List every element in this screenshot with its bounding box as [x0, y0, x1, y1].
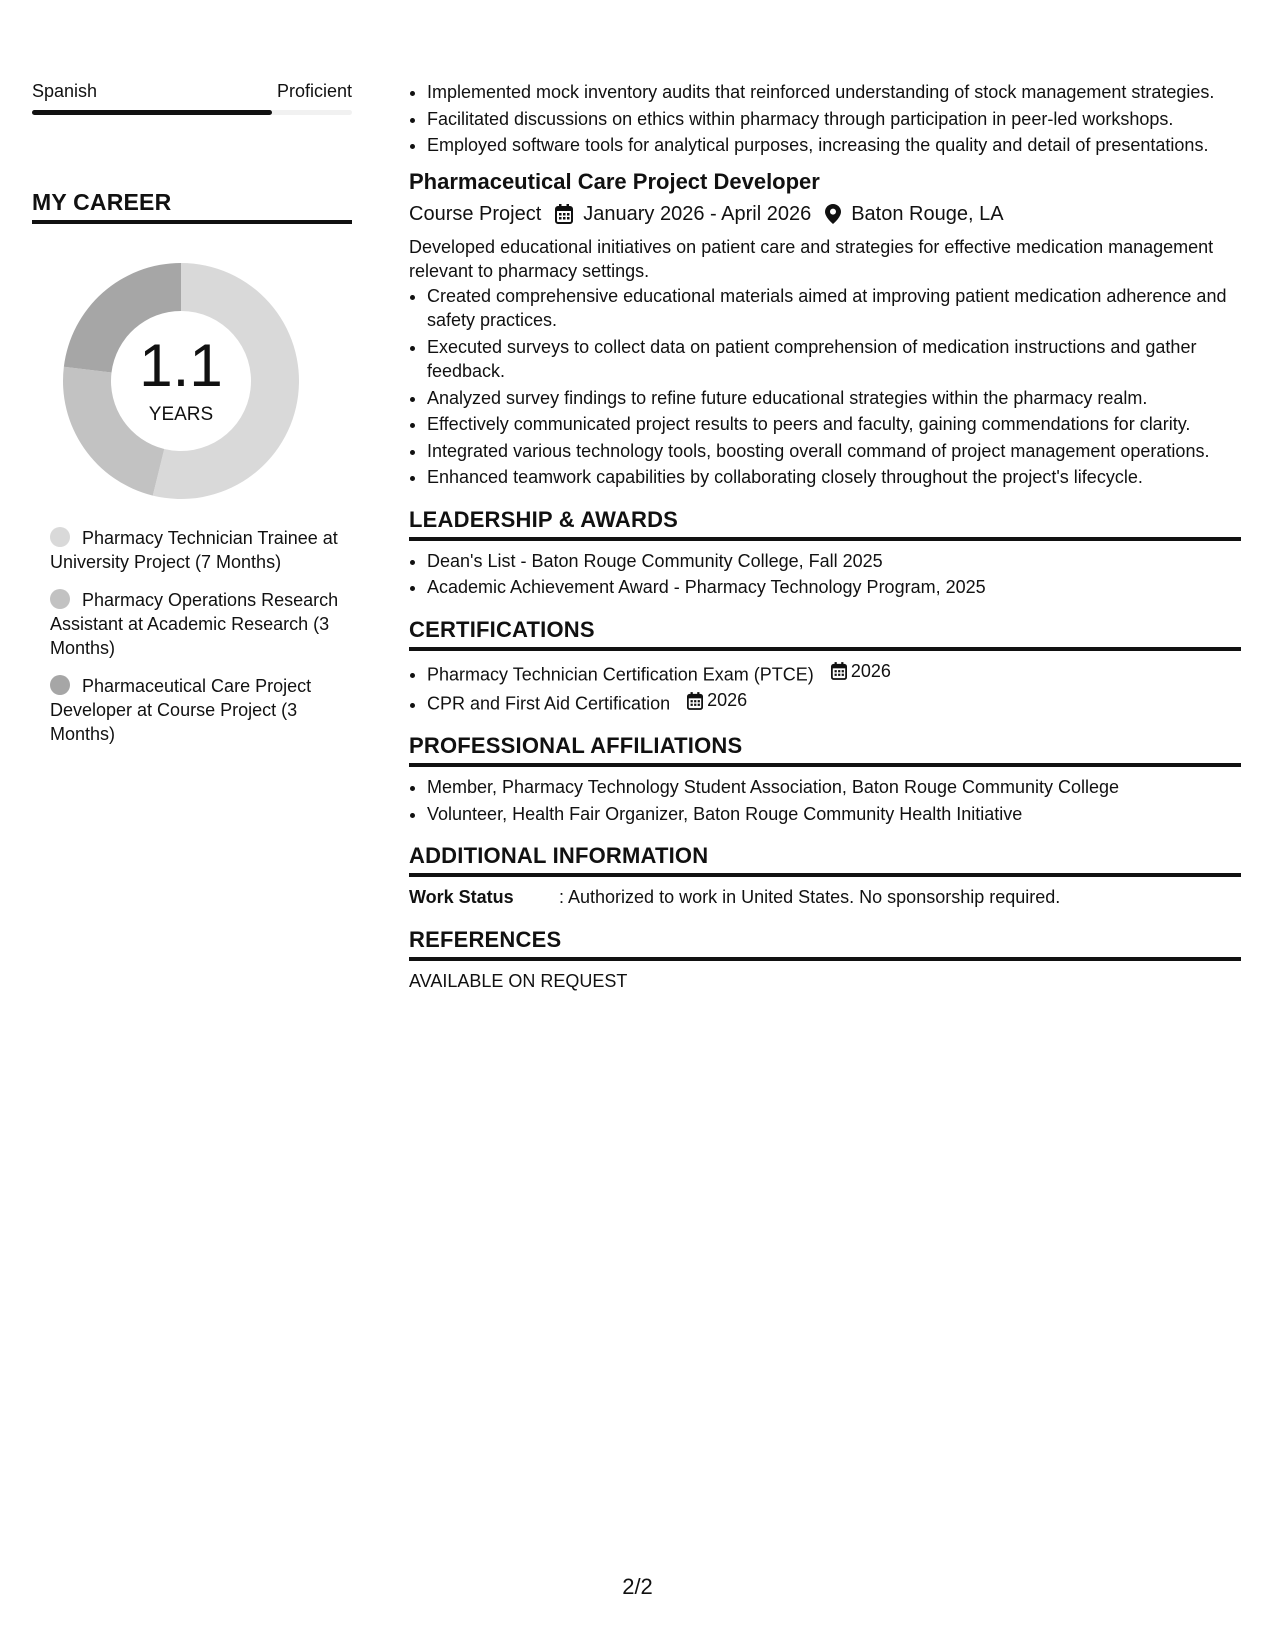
job-dates: January 2026 - April 2026	[583, 202, 812, 225]
legend-dot	[50, 527, 70, 547]
list-item: • Enhanced teamwork capabilities by collaborating closely throughout the project's lifecycle.	[427, 465, 1241, 490]
certification-year: 2026	[850, 660, 891, 681]
work-status-value: : Authorized to work in United States. No sponsorship required.	[559, 887, 1061, 907]
map-pin-icon	[825, 204, 841, 224]
career-total-value: 1.1	[139, 332, 223, 399]
career-section-title: MY CAREER	[32, 188, 352, 224]
calendar-icon	[687, 692, 703, 710]
previous-job-bullets	[409, 80, 1241, 158]
additional-info-section-title: ADDITIONAL INFORMATION	[409, 842, 1241, 877]
affiliations-list	[409, 775, 1241, 826]
legend-label: Pharmacy Operations Research Assistant at Academic Research (3 Months)	[50, 590, 339, 658]
language-row	[32, 80, 352, 102]
job-meta	[409, 201, 1241, 227]
list-item: • Academic Achievement Award - Pharmacy Technology Program, 2025	[427, 575, 1241, 600]
legend-item	[50, 588, 340, 660]
list-item: • Executed surveys to collect data on patient comprehension of medication instructions and gather feedback.	[427, 335, 1241, 384]
certification-name: CPR and First Aid Certification	[427, 693, 671, 714]
certifications-section-title: CERTIFICATIONS	[409, 616, 1241, 651]
job-title: Pharmaceutical Care Project Developer	[409, 168, 820, 194]
legend-label: Pharmaceutical Care Project Developer at Course Project (3 Months)	[50, 676, 312, 744]
work-status-row	[409, 885, 1241, 910]
references-text: AVAILABLE ON REQUEST	[409, 970, 628, 991]
certification-date	[831, 659, 891, 684]
legend-item	[50, 526, 340, 574]
career-donut-chart	[56, 256, 306, 506]
calendar-icon	[555, 204, 573, 224]
donut-center	[56, 256, 306, 506]
job-bullets	[409, 284, 1241, 490]
legend-dot	[50, 589, 70, 609]
left-column	[32, 80, 352, 760]
list-item: • Facilitated discussions on ethics within pharmacy through participation in peer-led workshops.	[427, 107, 1241, 132]
language-name: Spanish	[32, 81, 98, 101]
legend-dot	[50, 675, 70, 695]
affiliations-section-title: PROFESSIONAL AFFILIATIONS	[409, 732, 1241, 767]
certification-name: Pharmacy Technician Certification Exam (PTCE)	[427, 663, 814, 684]
language-level: Proficient	[276, 81, 352, 101]
references-section-title: REFERENCES	[409, 926, 1241, 961]
work-status-label: Work Status	[409, 887, 514, 907]
calendar-icon	[831, 662, 847, 680]
right-column	[409, 80, 1241, 993]
career-total-unit: YEARS	[148, 404, 214, 425]
leadership-list	[409, 549, 1241, 600]
job-description: Developed educational initiatives on patient care and strategies for effective medication management relevant to pharmacy settings.	[409, 236, 1214, 281]
certifications-list	[409, 659, 1241, 717]
leadership-section-title: LEADERSHIP & AWARDS	[409, 506, 1241, 541]
legend-item	[50, 674, 340, 746]
list-item: • Volunteer, Health Fair Organizer, Baton Rouge Community Health Initiative	[427, 802, 1241, 827]
page-number: 2/2	[622, 1574, 653, 1599]
job-org: Course Project	[409, 202, 542, 225]
career-legend	[50, 526, 340, 746]
certification-year: 2026	[707, 690, 748, 711]
legend-label: Pharmacy Technician Trainee at University Project (7 Months)	[50, 528, 338, 572]
list-item: • Integrated various technology tools, boosting overall command of project management operations.	[427, 439, 1241, 464]
list-item: • Created comprehensive educational materials aimed at improving patient medication adherence and safety practices.	[427, 284, 1241, 333]
list-item: • Effectively communicated project results to peers and faculty, gaining commendations for clarity.	[427, 412, 1241, 437]
list-item: • Analyzed survey findings to refine future educational strategies within the pharmacy realm.	[427, 386, 1241, 411]
list-item	[427, 659, 1241, 687]
list-item: • Dean's List - Baton Rouge Community College, Fall 2025	[427, 549, 1241, 574]
certification-date	[687, 688, 747, 713]
language-proficiency-fill	[32, 110, 272, 115]
list-item: • Member, Pharmacy Technology Student Association, Baton Rouge Community College	[427, 775, 1241, 800]
language-proficiency-bar	[32, 110, 352, 115]
job-location: Baton Rouge, LA	[851, 202, 1004, 225]
list-item: • Employed software tools for analytical purposes, increasing the quality and detail of presentations.	[427, 133, 1241, 158]
list-item	[427, 688, 1241, 716]
list-item: • Implemented mock inventory audits that reinforced understanding of stock management strategies.	[427, 80, 1241, 105]
